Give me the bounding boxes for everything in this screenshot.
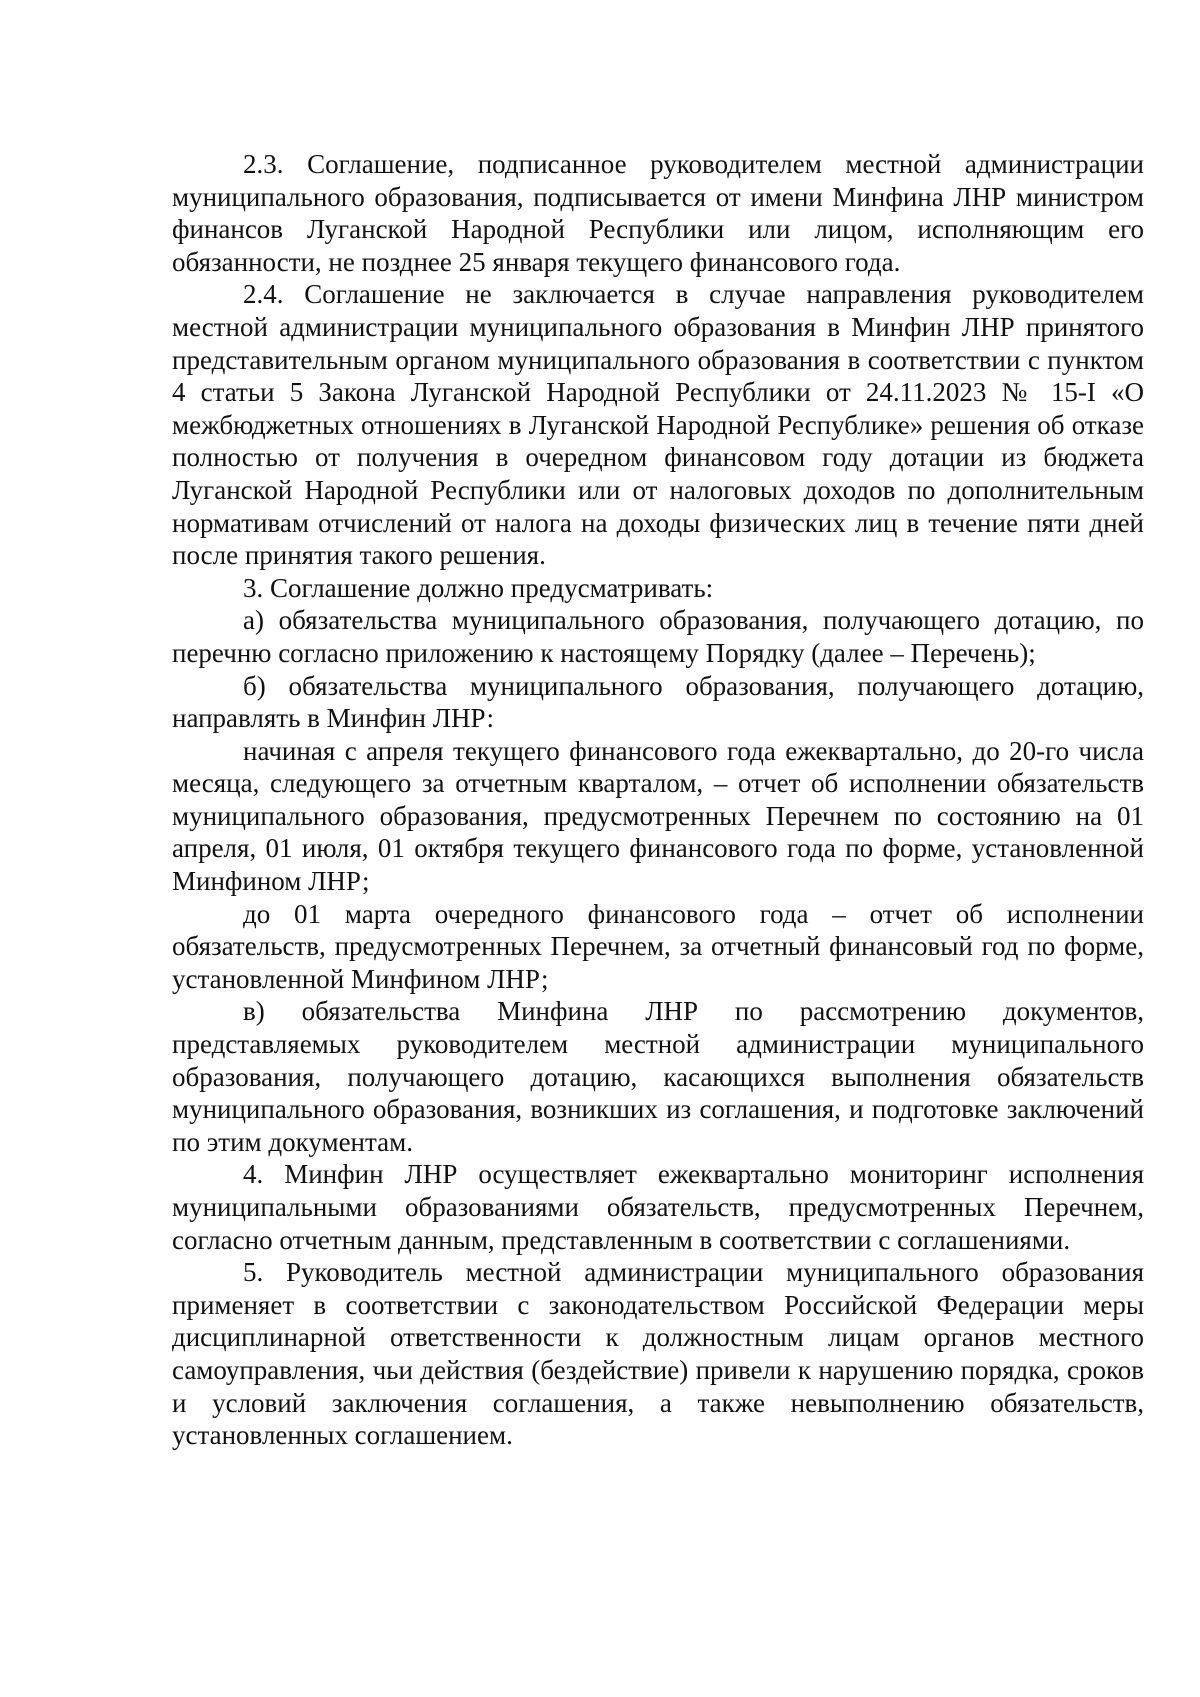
paragraph-3-b: б) обязательства муниципального образования, получающего дотацию, направлять в Минфин ЛНР: [172, 670, 1144, 734]
paragraph-4: 4. Минфин ЛНР осуществляет ежеквартально мониторинг исполнения муниципальными образованиями обязательств, предусмотренных Перечнем, согласно отчетным данным, представленным в соответствии с соглашениями. [172, 1159, 1144, 1255]
document-body [172, 148, 1144, 1452]
paragraph-2-4: 2.4. Соглашение не заключается в случае направления руководителем местной администрации муниципального образования в Минфин ЛНР принятого представительным органом муниципального образования в соответствии с пунктом 4 статьи 5 Закона Луганской Народной Республики от 24.11.2023 № 15-I «О межбюджетных отношениях в Луганской Народной Республике» решения об отказе полностью от получения в очередном финансовом году дотации из бюджета Луганской Народной Республики или от налоговых доходов по дополнительным нормативам отчислений от налога на доходы физических лиц в течение пяти дней после принятия такого решения. [172, 279, 1144, 571]
paragraph-5: 5. Руководитель местной администрации муниципального образования применяет в соответствии с законодательством Российской Федерации меры дисциплинарной ответственности к должностным лицам органов местного самоуправления, чьи действия (бездействие) привели к нарушению порядка, сроков и условий заключения соглашения, а также невыполнению обязательств, установленных соглашением. [172, 1257, 1144, 1451]
paragraph-3-b-quarterly: начиная с апреля текущего финансового года ежеквартально, до 20-го числа месяца, следующего за отчетным кварталом, – отчет об исполнении обязательств муниципального образования, предусмотренных Перечнем по состоянию на 01 апреля, 01 июля, 01 октября текущего финансового года по форме, установленной Минфином ЛНР; [172, 735, 1144, 897]
paragraph-3-a: а) обязательства муниципального образования, получающего дотацию, по перечню согласно приложению к настоящему Порядку (далее – Перечень); [172, 605, 1144, 668]
paragraph-2-3: 2.3. Соглашение, подписанное руководителем местной администрации муниципального образования, подписывается от имени Минфина ЛНР министром финансов Луганской Народной Республики или лицом, исполняющим его обязанности, не позднее 25 января текущего финансового года. [172, 149, 1144, 277]
paragraph-3-v: в) обязательства Минфина ЛНР по рассмотрению документов, представляемых руководителем местной администрации муниципального образования, получающего дотацию, касающихся выполнения обязательств муниципального образования, возникших из соглашения, и подготовке заключений по этим документам. [172, 996, 1144, 1157]
paragraph-3: 3. Соглашение должно предусматривать: [243, 572, 714, 603]
paragraph-3-b-annual: до 01 марта очередного финансового года – отчет об исполнении обязательств, предусмотренных Перечнем, за отчетный финансовый год по форме, установленной Минфином ЛНР; [172, 898, 1144, 994]
